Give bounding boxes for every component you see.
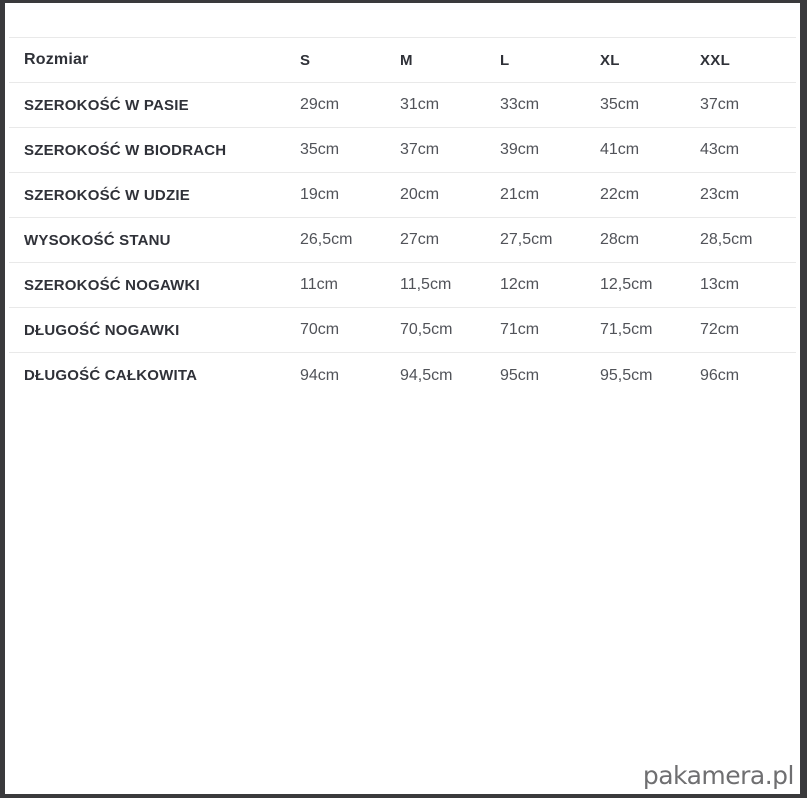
row-label-leg-length: DŁUGOŚĆ NOGAWKI (24, 321, 180, 339)
table-row (9, 218, 796, 263)
cell-value: 35cm (300, 141, 340, 158)
cell-value: 22cm (600, 186, 640, 203)
cell-value: 95cm (500, 366, 540, 384)
cell-value: 12,5cm (600, 276, 653, 293)
table-header-row (9, 38, 796, 83)
header-size-xl: XL (600, 51, 620, 69)
cell-value: 12cm (500, 276, 540, 293)
cell-value: 11,5cm (400, 276, 452, 293)
header-size-m: M (400, 51, 413, 69)
cell-value: 70,5cm (400, 321, 453, 338)
table-row (9, 263, 796, 308)
cell-value: 13cm (700, 276, 740, 293)
cell-value: 23cm (700, 186, 740, 203)
cell-value: 29cm (300, 96, 340, 113)
row-label-waist-width: SZEROKOŚĆ W PASIE (24, 96, 189, 114)
row-label-rise-height: WYSOKOŚĆ STANU (24, 231, 171, 249)
row-label-leg-width: SZEROKOŚĆ NOGAWKI (24, 276, 200, 294)
cell-value: 95,5cm (600, 366, 653, 384)
cell-value: 96cm (700, 366, 740, 384)
cell-value: 11cm (300, 276, 338, 293)
header-size-l: L (500, 51, 510, 69)
cell-value: 39cm (500, 141, 540, 158)
table-row (9, 308, 796, 353)
cell-value: 21cm (500, 186, 540, 203)
cell-value: 37cm (400, 141, 440, 158)
size-chart-table (9, 37, 796, 398)
cell-value: 35cm (600, 96, 640, 113)
cell-value: 27cm (400, 231, 440, 248)
cell-value: 37cm (700, 96, 740, 113)
cell-value: 71cm (500, 321, 540, 338)
cell-value: 19cm (300, 186, 340, 203)
header-size-xxl: XXL (700, 51, 731, 69)
table-row (9, 173, 796, 218)
cell-value: 20cm (400, 186, 440, 203)
cell-value: 26,5cm (300, 231, 353, 248)
cell-value: 94cm (300, 366, 340, 384)
table-row (9, 353, 796, 398)
row-label-total-length: DŁUGOŚĆ CAŁKOWITA (24, 367, 198, 384)
cell-value: 43cm (700, 141, 740, 158)
pakamera-logo: pakamera.pl (642, 761, 794, 790)
cell-value: 70cm (300, 321, 340, 338)
cell-value: 28,5cm (700, 231, 753, 248)
cell-value: 41cm (600, 141, 640, 158)
cell-value: 33cm (500, 96, 540, 113)
row-label-hip-width: SZEROKOŚĆ W BIODRACH (24, 141, 227, 159)
cell-value: 94,5cm (400, 366, 453, 384)
table-row (9, 128, 796, 173)
cell-value: 72cm (700, 321, 740, 338)
cell-value: 27,5cm (500, 231, 553, 248)
cell-value: 31cm (400, 96, 440, 113)
header-size-label: Rozmiar (24, 51, 89, 68)
header-size-s: S (300, 51, 311, 69)
table-row (9, 83, 796, 128)
cell-value: 71,5cm (600, 321, 653, 338)
cell-value: 28cm (600, 231, 640, 248)
row-label-thigh-width: SZEROKOŚĆ W UDZIE (24, 186, 190, 204)
